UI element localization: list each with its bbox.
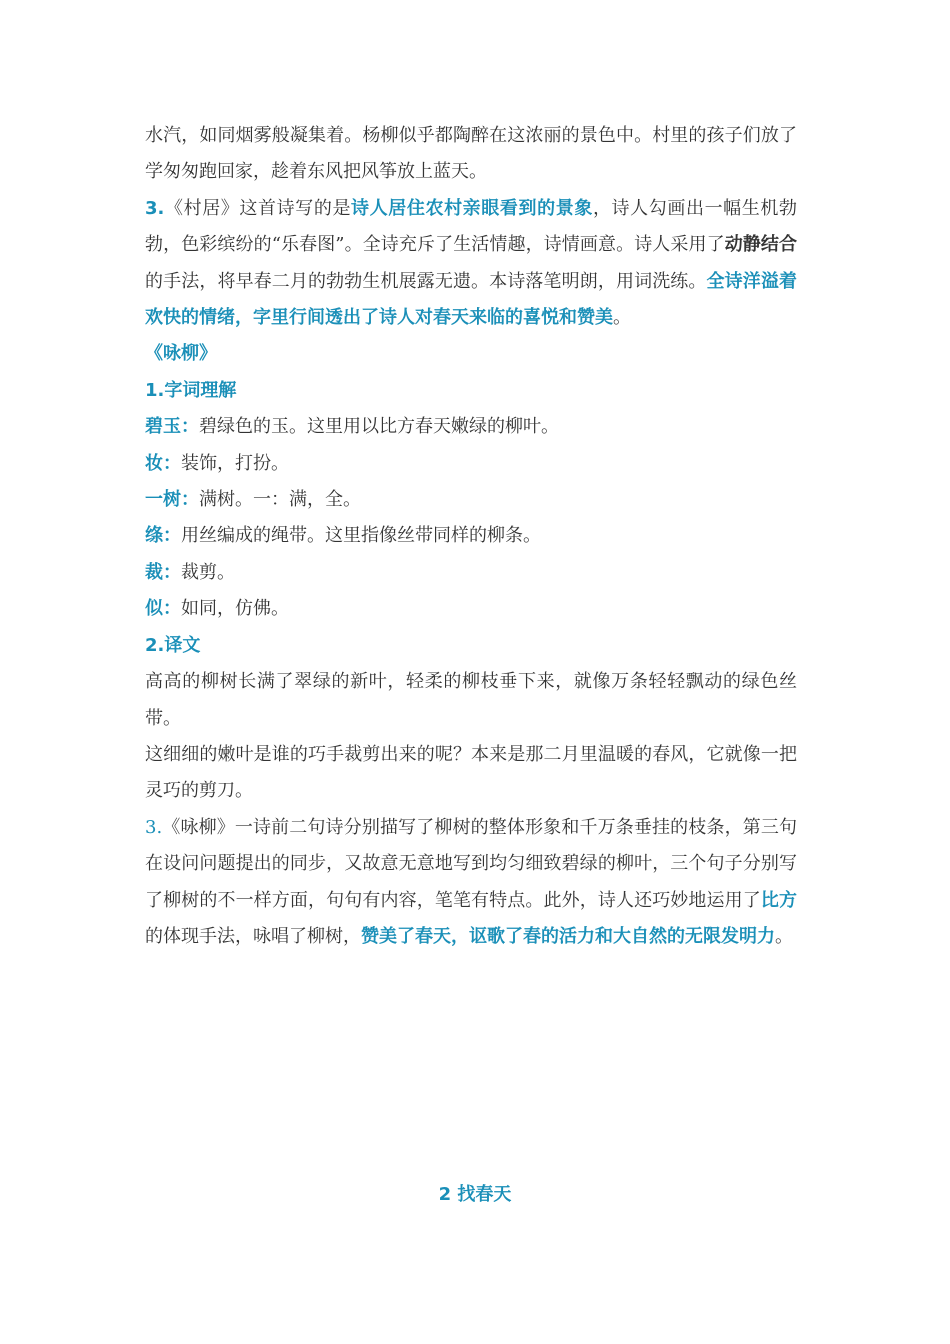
appreciation-number: 3. — [145, 816, 163, 838]
yongliu-appreciation: 3.《咏柳》一诗前二句诗分别描写了柳树的整体形象和千万条垂挂的枝条，第三句在设问问题提出的同步，又故意无意地写到均匀细致碧绿的柳叶，三个句子分别写了柳树的不一样方面，句句有内容，笔笔有特点。此外，诗人还巧妙地运用了比方的体现手法，咏唱了柳树，赞美了春天，讴歌了春的活力和大自然的无限发明力。 — [145, 816, 798, 947]
vocab-term: 妆 — [145, 452, 163, 474]
translation-paragraph: 这细细的嫩叶是谁的巧手裁剪出来的呢？本来是那二月里温暖的春风，它就像一把灵巧的剪刀。 — [145, 743, 797, 802]
translation-paragraph: 高高的柳树长满了翠绿的新叶，轻柔的柳枝垂下来，就像万条轻轻飘动的绿色丝带。 — [145, 671, 797, 729]
cunju-appreciation: 3.《村居》这首诗写的是诗人居住农村亲眼看到的景象，诗人勾画出一幅生机勃勃，色彩缤纷的“乐春图”。全诗充斥了生活情趣，诗情画意。诗人采用了动静结合的手法，将早春二月的勃勃生机展露无遗。本诗落笔明朗，用词洗练。全诗洋溢着欢快的情绪，字里行间透出了诗人对春天来临的喜悦和赞美。 — [145, 197, 798, 329]
vocab-term: 碧玉 — [145, 416, 181, 438]
document-body — [145, 118, 797, 955]
vocab-term: 似 — [145, 598, 163, 620]
vocab-definition: 碧绿色的玉。这里用以比方春天嫩绿的柳叶。 — [199, 416, 559, 438]
next-lesson-title: 2 找春天 — [438, 1184, 512, 1205]
vocab-definition: 如同，仿佛。 — [181, 598, 289, 620]
emphasis-text: 全诗洋溢着欢快的情绪，字里行间透出了诗人对春天来临的喜悦和赞美 — [145, 270, 798, 329]
vocab-definition: 裁剪。 — [181, 561, 235, 583]
section-heading-vocabulary: 1.字词理解 — [145, 379, 237, 401]
vocab-definition: 用丝编成的绳带。这里指像丝带同样的柳条。 — [181, 525, 541, 547]
vocab-item: 碧玉：碧绿色的玉。这里用以比方春天嫩绿的柳叶。 — [145, 416, 559, 438]
emphasis-text: 动静结合 — [724, 234, 798, 256]
cunju-translation-continued: 水汽，如同烟雾般凝集着。杨柳似乎都陶醉在这浓丽的景色中。村里的孩子们放了学匆匆跑回家，趁着东风把风筝放上蓝天。 — [145, 125, 797, 183]
vocab-item: 一树：满树。一：满，全。 — [145, 489, 361, 511]
vocab-term: 一树 — [145, 489, 181, 511]
vocab-item: 似：如同，仿佛。 — [145, 598, 289, 620]
vocab-term: 裁 — [145, 561, 163, 583]
appreciation-number: 3. — [145, 197, 165, 219]
vocab-definition: 满树。一：满，全。 — [199, 489, 361, 511]
emphasis-text: 比方 — [760, 889, 798, 911]
emphasis-text: 诗人居住农村亲眼看到的景象 — [351, 197, 593, 219]
poem-title-yongliu: 《咏柳》 — [145, 343, 217, 365]
emphasis-text: 赞美了春天，讴歌了春的活力和大自然的无限发明力 — [361, 925, 775, 947]
section-heading-translation: 2.译文 — [145, 634, 201, 656]
vocab-term: 绦 — [145, 525, 163, 547]
vocab-item: 裁：裁剪。 — [145, 561, 235, 583]
vocab-item: 绦：用丝编成的绳带。这里指像丝带同样的柳条。 — [145, 525, 541, 547]
vocab-definition: 装饰，打扮。 — [181, 452, 289, 474]
vocab-item: 妆：装饰，打扮。 — [145, 452, 289, 474]
